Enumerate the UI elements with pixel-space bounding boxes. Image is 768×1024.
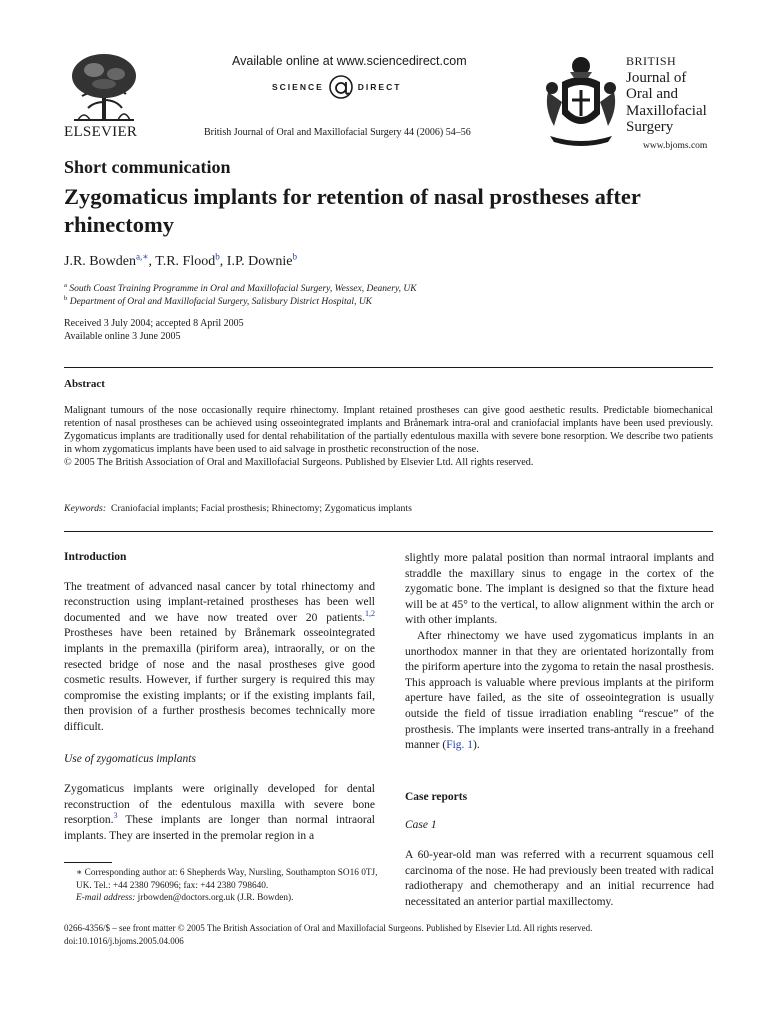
email-label: E-mail address: bbox=[76, 893, 136, 903]
intro-text: Prostheses have been retained by Brånemark osseointegrated implants in the premaxilla (piriform area), intraorally, or on the resected bridge of nose and the nasal prostheses give good cosmetic results. However, if further surgery is required this may compromise the existing implants; or if the existing implants fail, then provision of a further prosthesis becomes technically more difficult. bbox=[64, 627, 375, 733]
author-separator: , bbox=[219, 254, 227, 269]
journal-title bbox=[626, 53, 707, 136]
affiliation bbox=[64, 296, 417, 309]
author-affiliation-link[interactable]: b bbox=[292, 251, 298, 262]
use-text: These implants are longer than normal intraoral implants. They are inserted in the premolar region in a bbox=[64, 814, 375, 842]
affiliation-marker: a bbox=[64, 281, 67, 289]
section-heading-introduction: Introduction bbox=[64, 551, 127, 563]
elsevier-tree-logo bbox=[64, 50, 144, 124]
email-address[interactable]: jrbowden@doctors.org.uk (J.R. Bowden). bbox=[137, 893, 294, 903]
citation-link[interactable]: 3 bbox=[113, 811, 118, 821]
divider bbox=[64, 531, 713, 532]
abstract-body bbox=[64, 404, 713, 469]
use-paragraph bbox=[64, 782, 375, 844]
author-name: T.R. Flood bbox=[155, 254, 216, 269]
corresponding-author: ∗ Corresponding author at: 6 Shepherds Way, Nursling, Southampton SO16 0TJ, UK. Tel.: +44 2380 796096; fax: +44 2380 798640. bbox=[76, 868, 378, 891]
sd-left-text: SCIENCE bbox=[272, 82, 324, 92]
sd-at-icon bbox=[328, 74, 354, 100]
abstract-heading: Abstract bbox=[64, 378, 105, 390]
doi-line[interactable]: doi:10.1016/j.bjoms.2005.04.006 bbox=[64, 935, 184, 946]
citation-link[interactable]: 1,2 bbox=[364, 608, 375, 618]
sd-right-text: DIRECT bbox=[357, 82, 402, 92]
right-text: After rhinectomy we have used zygomaticus implants in an unorthodox manner in that they are orientated horizontally from the piriform aperture into the zygoma to retain the nasal prosthesis. This approach is valuable where previous implants at the piriform aperture have failed, as the site of osseointegration is usually outside the field of tissue irradiation enabling “rescue” of the prosthesis. The implants were inserted trans-antrally in a freehand manner ( bbox=[405, 629, 714, 752]
sciencedirect-logo bbox=[272, 74, 412, 100]
journal-reference: British Journal of Oral and Maxillofacial Surgery 44 (2006) 54–56 bbox=[204, 127, 471, 138]
affiliations bbox=[64, 283, 417, 309]
journal-title-line: Maxillofacial bbox=[626, 102, 707, 119]
author-list bbox=[64, 251, 298, 270]
author-affiliation-link[interactable]: b bbox=[215, 251, 220, 262]
subsection-heading-case1: Case 1 bbox=[405, 819, 437, 832]
figure-link[interactable]: Fig. 1 bbox=[446, 739, 474, 752]
article-title: Zygomaticus implants for retention of nasal prostheses after rhinectomy bbox=[64, 184, 641, 237]
affiliation-marker: b bbox=[64, 294, 68, 302]
affiliation bbox=[64, 283, 417, 296]
case1-paragraph: A 60-year-old man was referred with a recurrent squamous cell carcinoma of the nose. He had previously been treated with radical radiotherapy and chemotherapy and an initial recurrence had necessitated an anterior partial maxillectomy. bbox=[405, 848, 714, 908]
bjoms-crest-logo bbox=[542, 52, 620, 148]
footnote bbox=[64, 867, 379, 905]
affiliation-text: South Coast Training Programme in Oral and Maxillofacial Surgery, Wessex, Deanery, UK bbox=[69, 284, 417, 294]
right-paragraph bbox=[405, 629, 714, 754]
received-date: Received 3 July 2004; accepted 8 April 2005 bbox=[64, 318, 244, 329]
right-column bbox=[405, 551, 714, 910]
journal-title-line: Oral and bbox=[626, 86, 679, 102]
journal-title-line: Surgery bbox=[626, 119, 674, 135]
abstract-text: Malignant tumours of the nose occasionally require rhinectomy. Implant retained prostheses can give good aesthetic results. Predictable biomechanical retention of nasal prostheses can be achieved using osseointegrated implants and Brånemark intra-oral and craniofacial implants have been used previously. Zygomaticus implants are traditionally used for dental rehabilitation of the partially edentulous maxilla with severe bone resorption. We describe two patients in whom zygomaticus implants have been used to aid salvage in prosthetic reconstruction of the nose. bbox=[64, 405, 713, 455]
keywords-list: Craniofacial implants; Facial prosthesis; Rhinectomy; Zygomaticus implants bbox=[111, 503, 412, 514]
section-type: Short communication bbox=[64, 157, 231, 177]
publisher-name: ELSEVIER bbox=[64, 124, 138, 140]
journal-url[interactable]: www.bjoms.com bbox=[643, 141, 708, 151]
author-name: I.P. Downie bbox=[226, 254, 293, 269]
journal-title-line: Journal of bbox=[626, 69, 687, 86]
right-text: ). bbox=[473, 739, 480, 752]
intro-paragraph bbox=[64, 580, 375, 736]
divider bbox=[64, 367, 713, 368]
author-name: J.R. Bowden bbox=[64, 254, 136, 269]
available-online-text: Available online at www.sciencedirect.com bbox=[232, 54, 467, 68]
intro-text: The treatment of advanced nasal cancer by total rhinectomy and reconstruction using implant-retained prostheses has been well documented and we have now treated over 20 patients. bbox=[64, 580, 375, 624]
right-paragraph: slightly more palatal position than normal intraoral implants and straddle the maxillary sinus to engage in the cortex of the zygomatic bone. The implant is designed so that the fixture head will be at 45° to the vertical, to allow alignment within the arch or with other implants. bbox=[405, 552, 714, 627]
email-line bbox=[64, 892, 379, 905]
journal-title-line: BRITISH bbox=[626, 54, 677, 68]
page-footer bbox=[64, 922, 592, 947]
author-separator: , bbox=[148, 254, 156, 269]
available-date: Available online 3 June 2005 bbox=[64, 330, 181, 342]
use-text: Zygomaticus implants were originally developed for dental reconstruction of the edentulous maxilla with severe bone resorption. bbox=[64, 783, 375, 827]
abstract-copyright: © 2005 The British Association of Oral and Maxillofacial Surgeons. Published by Elsevier Ltd. All rights reserved. bbox=[64, 457, 534, 468]
left-column bbox=[64, 550, 375, 845]
issn-line: 0266-4356/$ – see front matter © 2005 The British Association of Oral and Maxillofacial Surgeons. Published by Elsevier Ltd. All rights reserved. bbox=[64, 923, 593, 933]
keywords bbox=[64, 503, 412, 514]
section-heading-case-reports: Case reports bbox=[405, 790, 468, 803]
keywords-label: Keywords: bbox=[64, 503, 107, 514]
affiliation-text: Department of Oral and Maxillofacial Surgery, Salisbury District Hospital, UK bbox=[69, 297, 373, 307]
article-dates bbox=[64, 318, 244, 343]
author-affiliation-link[interactable]: a,∗ bbox=[135, 251, 149, 262]
footnote-rule bbox=[64, 862, 112, 863]
subsection-heading-zygomaticus: Use of zygomaticus implants bbox=[64, 752, 196, 765]
